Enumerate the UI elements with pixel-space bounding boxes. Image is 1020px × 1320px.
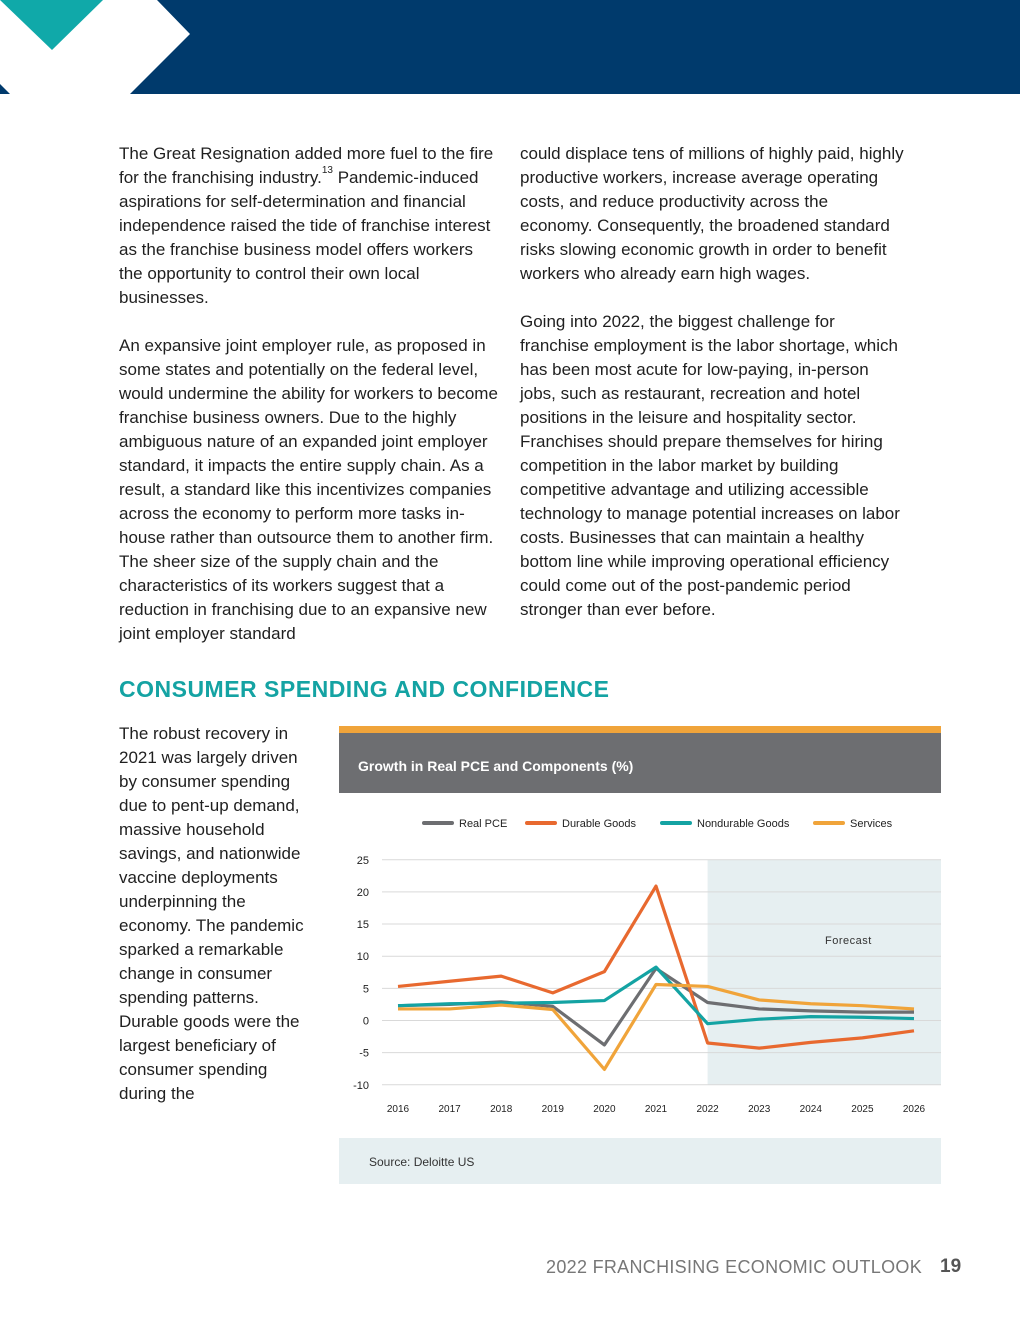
legend-label: Nondurable Goods xyxy=(697,818,790,830)
x-tick-label: 2018 xyxy=(490,1104,513,1115)
section-heading: CONSUMER SPENDING AND CONFIDENCE xyxy=(119,676,610,702)
chart-source: Source: Deloitte US xyxy=(339,1138,941,1184)
x-tick-label: 2022 xyxy=(696,1104,719,1115)
paragraph-joint-employer: An expansive joint employer rule, as proposed in some states and potentially on the federal level, would undermine the ability for workers to become franchise business owners. Due to the highly ambiguous nature of an expanded joint employer standard, it impacts the entire supply chain. As a result, a standard like this incentivizes companies across the economy to perform more tasks in-house rather than outsource them to another firm. The sheer size of the supply chain and the characteristics of its workers suggest that a reduction in franchising due to an expansive new joint employer standard xyxy=(119,336,498,643)
right-column xyxy=(520,142,905,646)
y-tick-label: 5 xyxy=(362,983,369,996)
line-chart xyxy=(339,793,941,1139)
x-tick-label: 2021 xyxy=(644,1104,668,1115)
section-side-text: The robust recovery in 2021 was largely driven by consumer spending due to pent-up demand, massive household savings, and nationwide vaccine deployments underpinning the economy. The pandemic sparked a remarkable change in consumer spending patterns. Durable goods were the largest beneficiary of consumer spending during the xyxy=(119,724,304,1103)
chart-plot-area xyxy=(339,793,941,1139)
legend-label: Services xyxy=(850,818,893,830)
forecast-label: Forecast xyxy=(825,935,872,947)
x-tick-label: 2025 xyxy=(851,1104,874,1115)
y-tick-label: 25 xyxy=(356,854,369,867)
x-tick-label: 2024 xyxy=(799,1104,822,1115)
legend-label: Real PCE xyxy=(459,818,508,830)
chart-accent-bar xyxy=(339,726,941,733)
y-tick-label: 10 xyxy=(356,951,369,964)
chart-title: Growth in Real PCE and Components (%) xyxy=(339,733,941,793)
x-tick-label: 2020 xyxy=(593,1104,616,1115)
y-tick-label: 15 xyxy=(356,919,369,932)
x-tick-label: 2017 xyxy=(438,1104,461,1115)
page-number: 19 xyxy=(940,1256,962,1277)
y-tick-label: -10 xyxy=(353,1079,369,1092)
pce-chart xyxy=(339,726,941,1139)
paragraph-labor-shortage: Going into 2022, the biggest challenge for franchise employment is the labor shortage, which has been most acute for low-paying, in-person jobs, such as restaurant, recreation and hotel positions in the leisure and hospitality sector. Franchises should prepare themselves for hiring competition in the labor market by building competitive advantage and utilizing accessible technology to manage potential increases on labor costs. Businesses that can maintain a healthy bottom line while improving operational efficiency could come out of the post-pandemic period stronger than ever before. xyxy=(520,312,900,619)
header-banner xyxy=(0,0,1020,94)
paragraph-great-resignation: The Great Resignation added more fuel to the fire for the franchising industry.$^{13}$ Pandemic-induced aspirations for self-determination and financial independence raised the tide of franchise interest as the franchise business model offers workers the opportunity to control their own local businesses. xyxy=(119,144,494,307)
x-tick-label: 2026 xyxy=(902,1104,926,1115)
y-tick-label: 0 xyxy=(362,1015,369,1028)
x-tick-label: 2023 xyxy=(748,1104,771,1115)
x-tick-label: 2016 xyxy=(386,1104,410,1115)
legend-label: Durable Goods xyxy=(562,818,636,830)
footnote-ref[interactable]: 13 xyxy=(321,165,333,176)
x-tick-label: 2019 xyxy=(541,1104,564,1115)
y-tick-label: 20 xyxy=(356,886,369,899)
footer-title: 2022 FRANCHISING ECONOMIC OUTLOOK xyxy=(546,1257,922,1277)
forecast-region xyxy=(708,860,941,1085)
left-column xyxy=(119,142,499,670)
y-tick-label: -5 xyxy=(359,1047,369,1060)
paragraph-displace-workers: could displace tens of millions of highly paid, highly productive workers, increase average operating costs, and reduce productivity across the economy. Consequently, the broadened standard risks slowing economic growth in order to benefit workers who already earn high wages. xyxy=(520,144,904,283)
